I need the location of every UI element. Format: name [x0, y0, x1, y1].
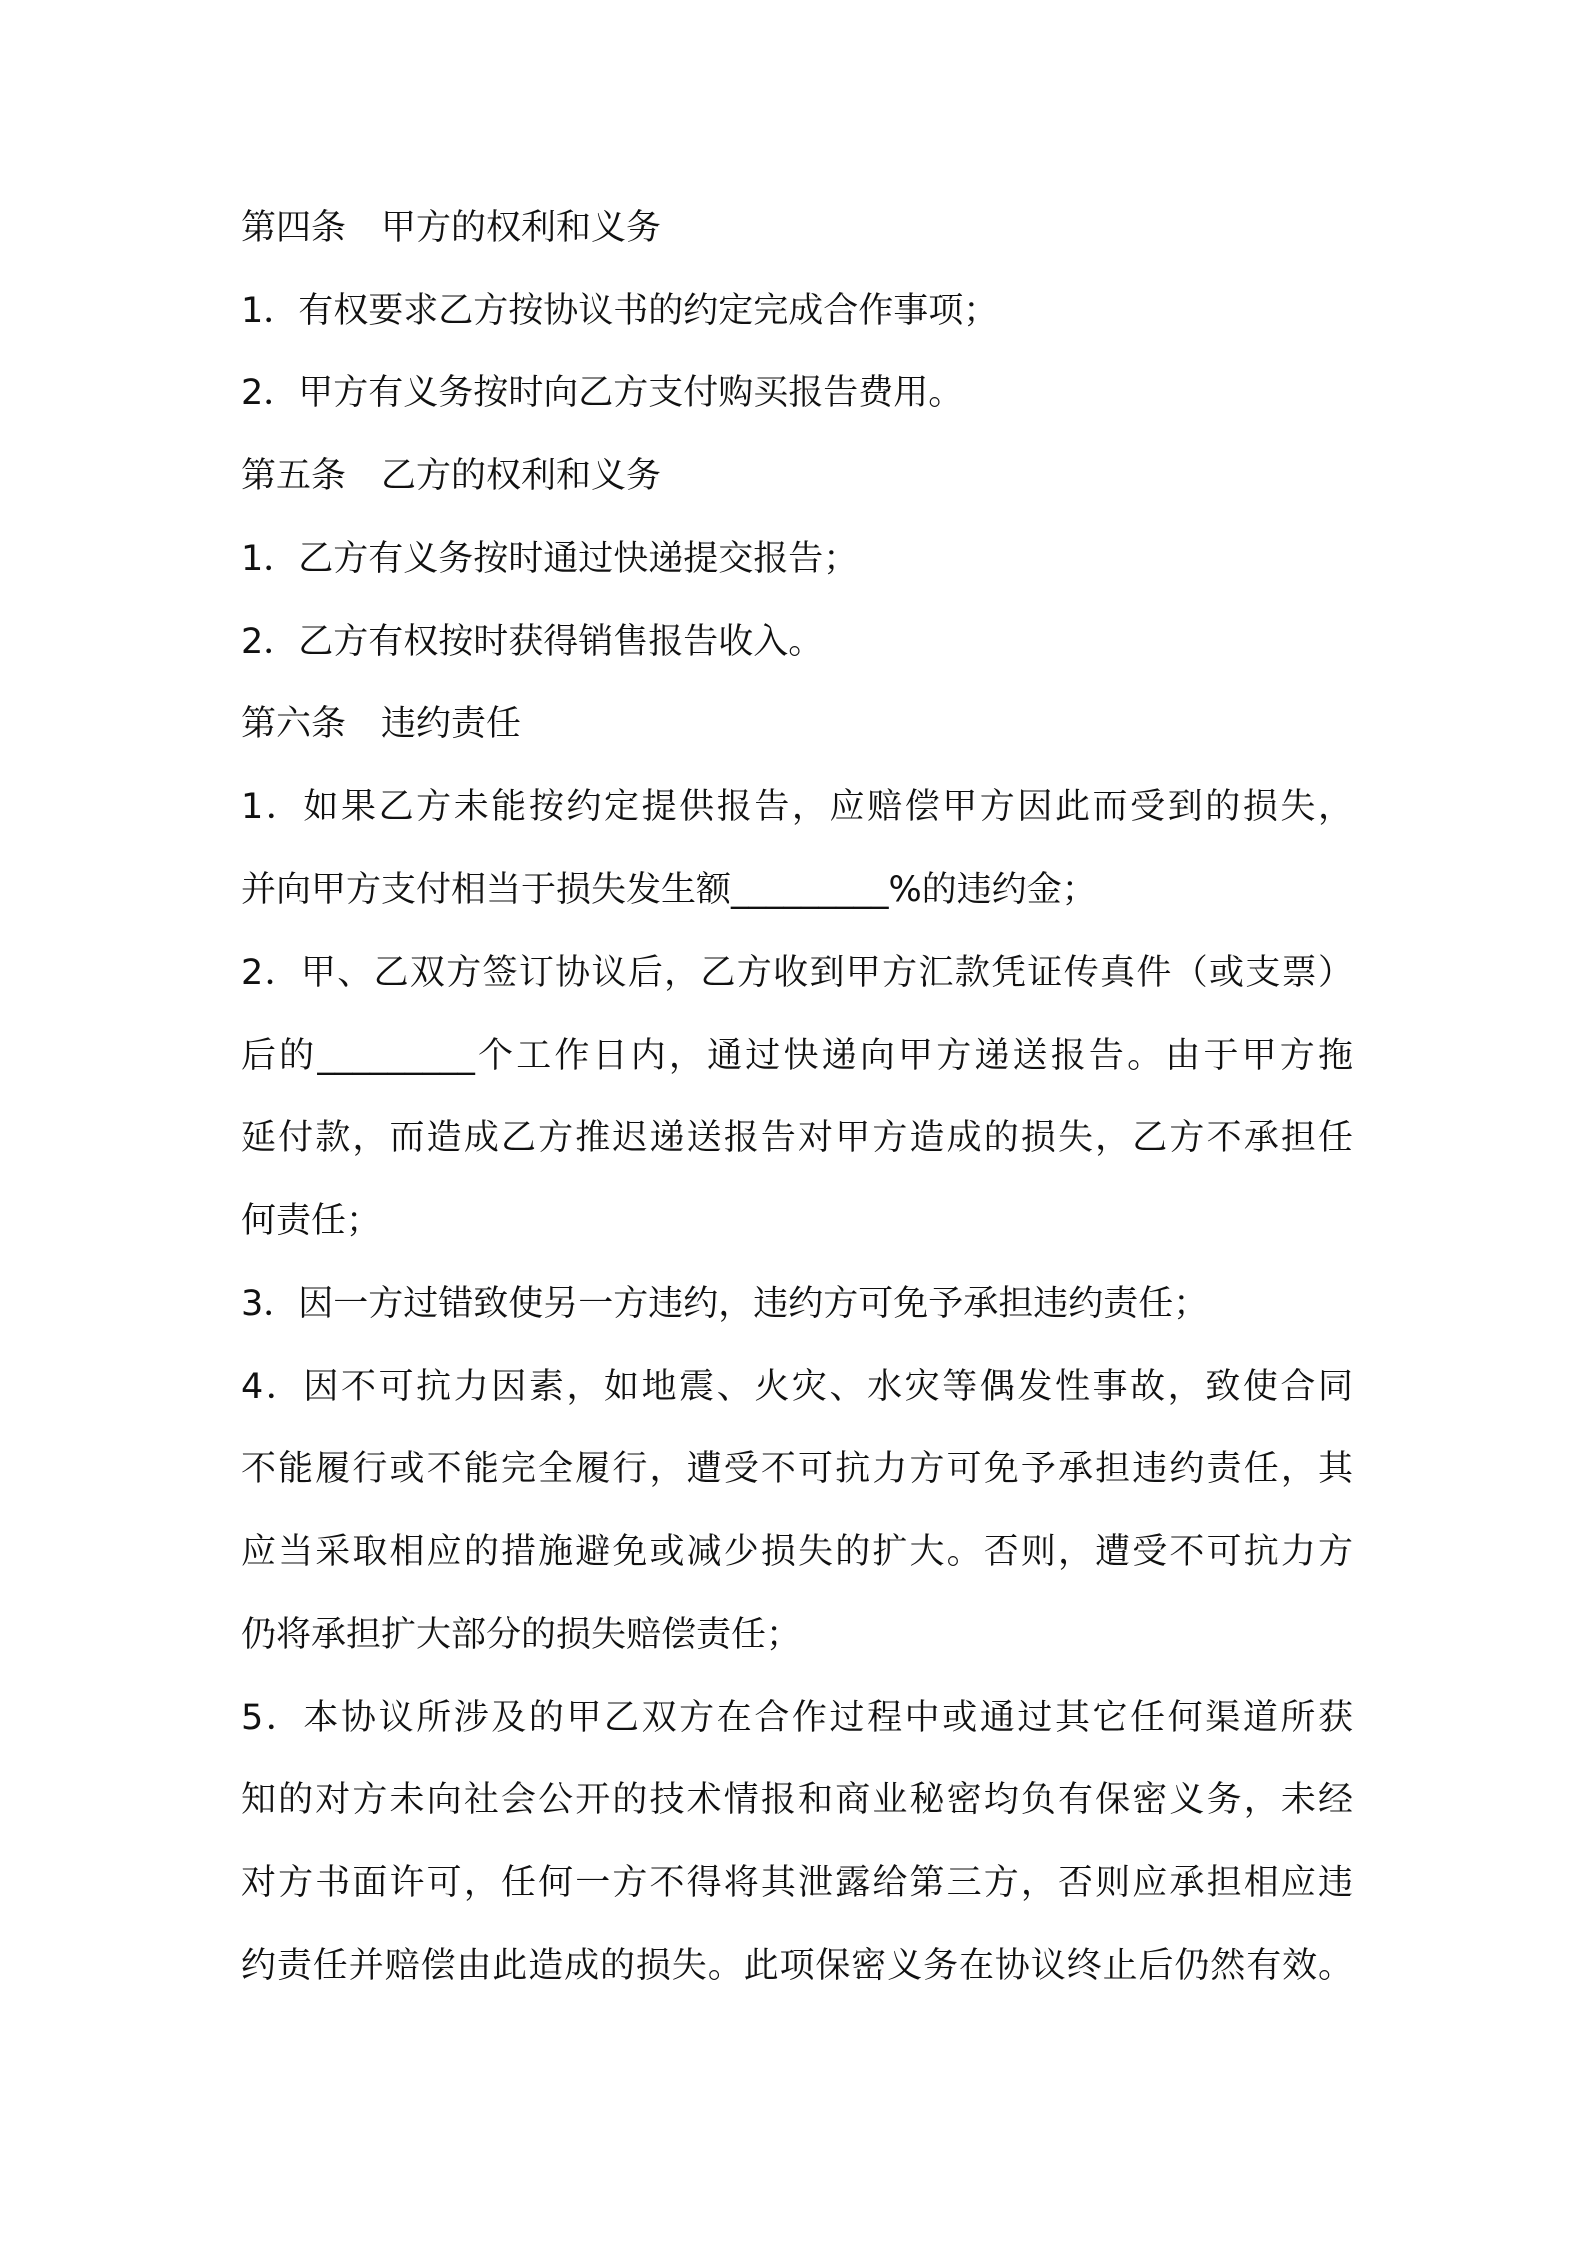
article-6-item-2-line-2: 后的_________个工作日内，通过快递向甲方递送报告。由于甲方拖 [241, 1036, 1353, 1076]
article-6-item-5-line-4: 约责任并赔偿由此造成的损失。此项保密义务在协议终止后仍然有效。 [241, 1946, 1353, 1986]
article-6-item-4-line-4: 仍将承担扩大部分的损失赔偿责任； [241, 1615, 802, 1655]
article-6-item-2-line-4: 何责任； [241, 1201, 382, 1241]
article-5-item-1: 1．乙方有义务按时通过快递提交报告； [241, 539, 859, 579]
article-6-heading: 第六条 违约责任 [241, 704, 522, 744]
article-6-item-3-line-1: 3．因一方过错致使另一方违约，违约方可免予承担违约责任； [241, 1284, 1209, 1324]
article-6-item-1-line-1: 1．如果乙方未能按约定提供报告，应赔偿甲方因此而受到的损失， [241, 787, 1353, 827]
article-6-item-5-line-2: 知的对方未向社会公开的技术情报和商业秘密均负有保密义务，未经 [241, 1780, 1353, 1820]
article-5-heading: 第五条 乙方的权利和义务 [241, 456, 662, 496]
article-6-item-2-line-3: 延付款，而造成乙方推迟递送报告对甲方造成的损失，乙方不承担任 [241, 1118, 1353, 1158]
article-6-item-4-line-3: 应当采取相应的措施避免或减少损失的扩大。否则，遭受不可抗力方 [241, 1532, 1353, 1572]
article-5-item-2: 2．乙方有权按时获得销售报告收入。 [241, 622, 824, 662]
article-6-item-4-line-2: 不能履行或不能完全履行，遭受不可抗力方可免予承担违约责任，其 [241, 1449, 1353, 1489]
article-6-item-1-line-2: 并向甲方支付相当于损失发生额_________%的违约金； [241, 870, 1097, 910]
article-4-item-1: 1．有权要求乙方按协议书的约定完成合作事项； [241, 291, 999, 331]
article-6-item-4-line-1: 4．因不可抗力因素，如地震、火灾、水灾等偶发性事故，致使合同 [241, 1367, 1353, 1407]
article-6-item-5-line-1: 5．本协议所涉及的甲乙双方在合作过程中或通过其它任何渠道所获 [241, 1698, 1353, 1738]
article-4-heading: 第四条 甲方的权利和义务 [241, 208, 662, 248]
article-4-item-2: 2．甲方有义务按时向乙方支付购买报告费用。 [241, 373, 964, 413]
article-6-item-5-line-3: 对方书面许可，任何一方不得将其泄露给第三方，否则应承担相应违 [241, 1863, 1353, 1903]
article-6-item-2-line-1: 2．甲、乙双方签订协议后，乙方收到甲方汇款凭证传真件（或支票） [241, 953, 1353, 993]
